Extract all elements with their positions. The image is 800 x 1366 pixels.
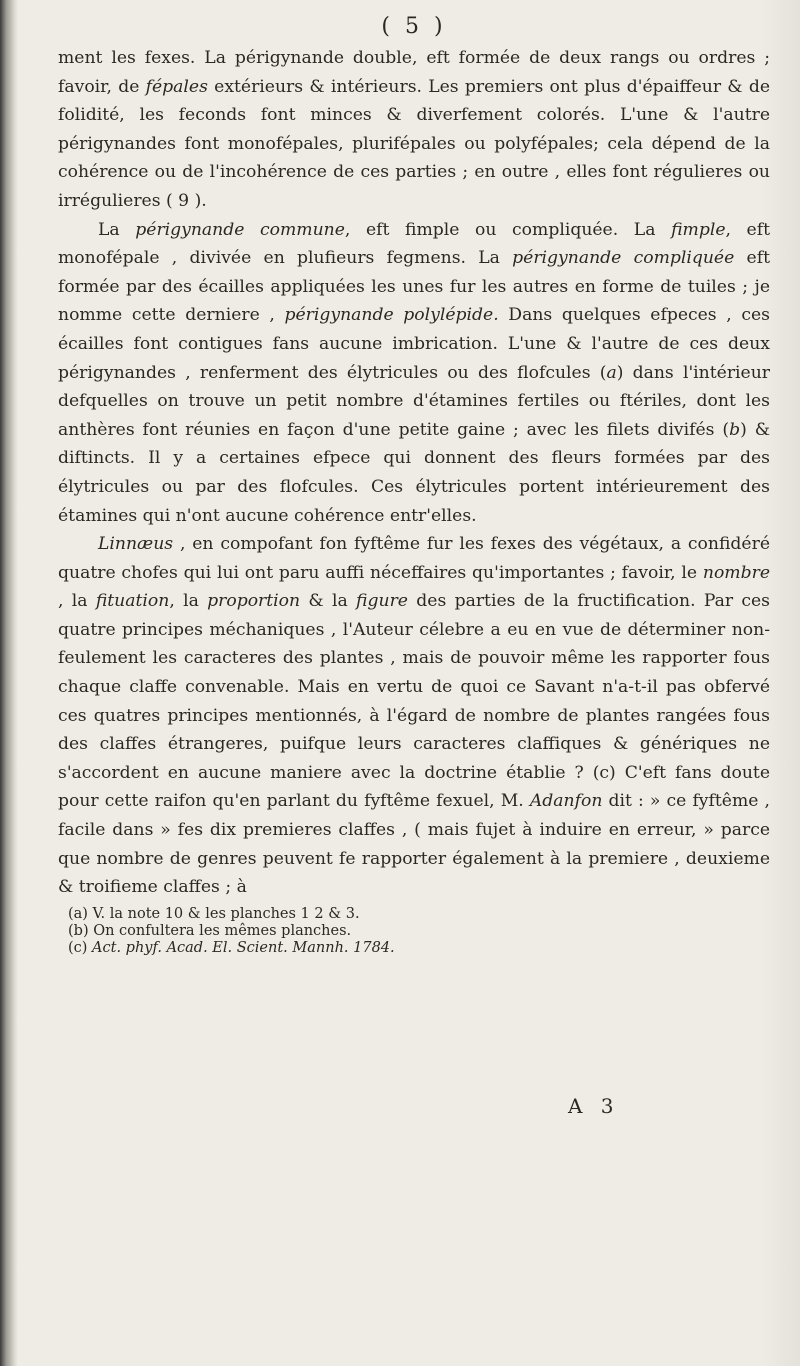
text-run: , en compofant fon fyftême fur les fexes des végétaux, a confidéré quatre chofes qui lui ont paru auffi néceffaires qu'importantes ; favoir, le — [58, 534, 770, 583]
paragraph — [58, 216, 770, 531]
footnote — [68, 940, 770, 957]
italic-term: Adanfon — [529, 791, 603, 812]
text-run: ment les fexes. La périgynande double, eft formée de deux rangs ou ordres ; favoir, de — [58, 48, 770, 97]
text-run: des parties de la fructification. Par ces quatre principes méchaniques , l'Auteur célebre a eu en vue de déterminer non-feulement les caracteres des plantes , mais de pouvoir même les rapporter fous chaque claffe convenable. Mais en vertu de quoi ce Savant n'a-t-il pas obfervé ces quatres principes mentionnés, à l'égard de nombre de plantes rangées fous des claffes étrangeres, puifque leurs caracteres claffiques & génériques ne s'accordent en aucune maniere avec la doctrine établie ? (c) C'eft fans doute pour cette raifon qu'en parlant du fyftême fexuel, M. — [58, 591, 771, 812]
italic-term: figure — [356, 591, 408, 612]
paragraph — [58, 44, 770, 216]
italic-term: fituation — [95, 591, 170, 612]
text-run: , la — [58, 591, 96, 612]
body-text — [58, 44, 770, 902]
text-run: Dans quelques efpeces , ces écailles font contigues fans aucune imbrication. L'une & l'autre de ces deux périgynandes , renferment des élytricules ou des flofcules ( — [58, 305, 770, 383]
footnote — [68, 906, 770, 923]
paragraph — [58, 530, 770, 902]
text-run: & la — [300, 591, 357, 612]
italic-term: fimple — [671, 219, 726, 240]
text-run: ) dans l'intérieur defquelles on trouve un petit nombre d'étamines fertiles ou ftériles, dont les anthères font réunies en façon d'une petite gaine ; avec les filets divifés ( — [58, 362, 770, 440]
text-run: ) & diftincts. Il y a certaines efpece qui donnent des fleurs formées par des élytricules ou par des flofcules. Ces élytricules portent intérieurement des étamines qui n'ont aucune cohérence entr'elles. — [58, 419, 770, 526]
italic-term: fépales — [145, 76, 208, 97]
footnote-text: V. la note 10 & les planches 1 2 & 3. — [87, 905, 360, 922]
text-run: , eft monofépale , divivée en plufieurs fegmens. La — [58, 219, 771, 269]
footnote-text: On confultera les mêmes planches. — [88, 922, 352, 939]
text-run: , eft fimple ou compliquée. La — [344, 219, 672, 240]
text-run: dit : » ce fyftême , facile dans » fes dix premieres claffes , ( mais fujet à induire en erreur, » parce que nombre de genres peuvent fe rapporter également à la premiere , deuxieme & troifieme claffes ; à — [58, 791, 770, 898]
footnote-mark: (c) — [68, 939, 88, 956]
binding-edge — [0, 0, 18, 1366]
text-run: extérieurs & intérieurs. Les premiers ont plus d'épaiffeur & de folidité, les feconds font minces & diverfement colorés. L'une & l'autre périgynandes font monofépales, plurifépales ou polyfépales; cela dépend de la cohérence ou de l'incohérence de ces parties ; en outre , elles font régulieres ou irrégulieres ( 9 ). — [58, 76, 770, 211]
italic-term: nombre — [702, 562, 770, 583]
italic-term: a — [606, 362, 617, 383]
footnotes — [58, 906, 770, 957]
text-run: , la — [169, 591, 208, 612]
footnote-text: Act. phyf. Acad. El. Scient. Mannh. 1784. — [87, 939, 395, 956]
italic-term: périgynande polylépide. — [284, 305, 499, 326]
italic-term: b — [729, 419, 741, 440]
italic-term: Linnæus — [98, 534, 174, 555]
italic-term: proportion — [207, 591, 301, 612]
book-page — [58, 12, 770, 957]
text-run: eft formée par des écailles appliquées les unes fur les autres en forme de tuiles ; je nomme cette derniere , — [58, 248, 770, 326]
footnote-mark: (a) — [68, 905, 88, 922]
italic-term: périgynande compliquée — [512, 248, 735, 269]
page-number: ( 5 ) — [381, 14, 447, 39]
signature-mark: A 3 — [568, 1094, 620, 1118]
footnote-mark: (b) — [68, 922, 89, 939]
italic-term: périgynande commune — [135, 219, 345, 240]
footnote — [68, 923, 770, 940]
text-run: La — [98, 219, 136, 240]
